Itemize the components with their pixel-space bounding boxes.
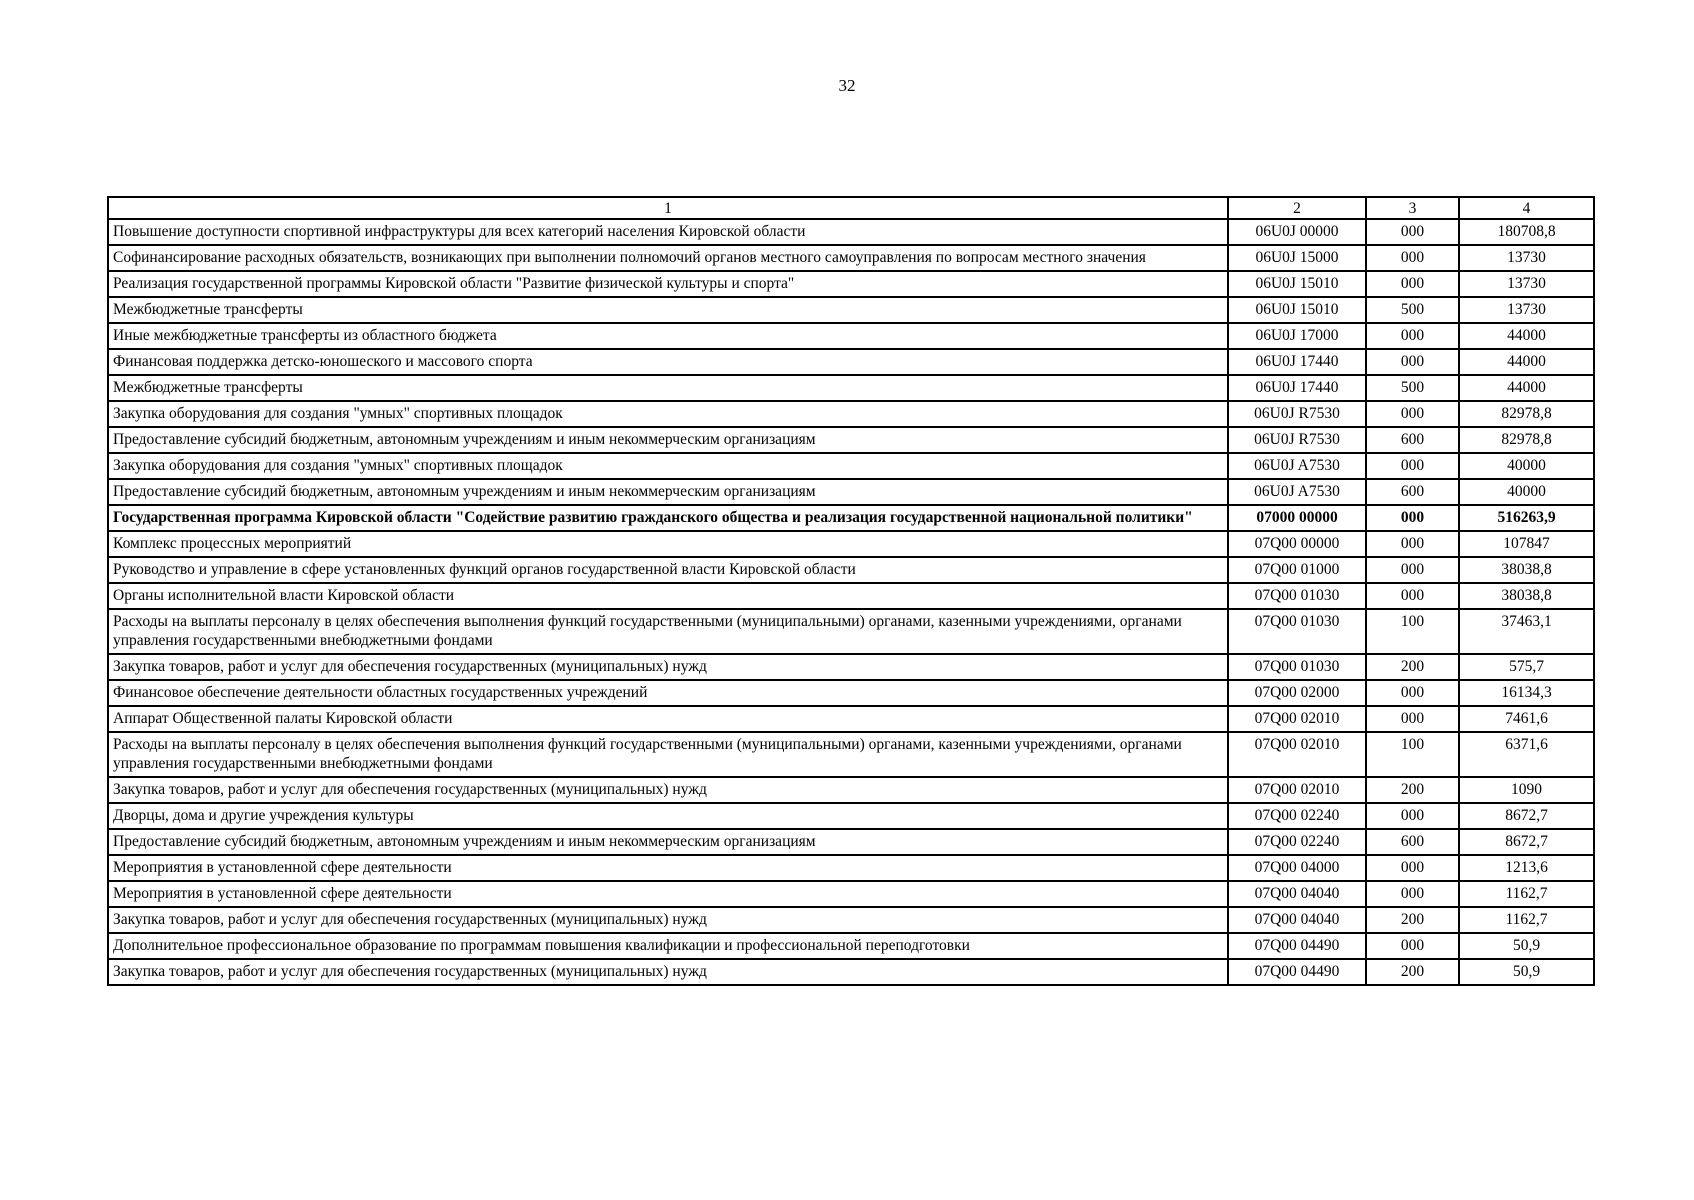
- row-code-cell: 06U0J 15000: [1228, 245, 1366, 271]
- row-type-cell: 000: [1366, 505, 1459, 531]
- row-code-cell: 07Q00 02010: [1228, 706, 1366, 732]
- row-type-cell: 000: [1366, 557, 1459, 583]
- row-code-cell: 07Q00 04000: [1228, 855, 1366, 881]
- row-name-cell: Межбюджетные трансферты: [108, 297, 1228, 323]
- row-name-cell: Финансовое обеспечение деятельности областных государственных учреждений: [108, 680, 1228, 706]
- row-type-cell: 000: [1366, 803, 1459, 829]
- row-name-cell: Расходы на выплаты персоналу в целях обеспечения выполнения функций государственными (муниципальными) органами, казенными учреждениями, органами управления государственными внебюджетными фондами: [108, 732, 1228, 777]
- row-name-cell: Комплекс процессных мероприятий: [108, 531, 1228, 557]
- row-amount-cell: 1090: [1459, 777, 1594, 803]
- table-row: [108, 654, 1594, 680]
- row-name-cell: Межбюджетные трансферты: [108, 375, 1228, 401]
- row-name-cell: Реализация государственной программы Кировской области "Развитие физической культуры и спорта": [108, 271, 1228, 297]
- budget-table: [107, 196, 1595, 986]
- table-row: [108, 375, 1594, 401]
- row-amount-cell: 1213,6: [1459, 855, 1594, 881]
- table-row: [108, 680, 1594, 706]
- row-code-cell: 07000 00000: [1228, 505, 1366, 531]
- row-type-cell: 000: [1366, 933, 1459, 959]
- row-type-cell: 000: [1366, 349, 1459, 375]
- row-amount-cell: 8672,7: [1459, 829, 1594, 855]
- row-name-cell: Закупка оборудования для создания "умных" спортивных площадок: [108, 453, 1228, 479]
- table-row: [108, 732, 1594, 777]
- table-row: [108, 557, 1594, 583]
- row-code-cell: 07Q00 02010: [1228, 777, 1366, 803]
- row-code-cell: 07Q00 04490: [1228, 959, 1366, 985]
- table-row: [108, 609, 1594, 654]
- row-name-cell: Закупка товаров, работ и услуг для обеспечения государственных (муниципальных) нужд: [108, 959, 1228, 985]
- table-row: [108, 907, 1594, 933]
- row-amount-cell: 16134,3: [1459, 680, 1594, 706]
- row-type-cell: 200: [1366, 777, 1459, 803]
- row-amount-cell: 13730: [1459, 297, 1594, 323]
- table-row: [108, 505, 1594, 531]
- row-amount-cell: 82978,8: [1459, 427, 1594, 453]
- row-type-cell: 000: [1366, 583, 1459, 609]
- row-name-cell: Мероприятия в установленной сфере деятельности: [108, 855, 1228, 881]
- row-type-cell: 000: [1366, 219, 1459, 245]
- header-col-1: 1: [108, 197, 1228, 219]
- row-type-cell: 100: [1366, 732, 1459, 777]
- row-name-cell: Закупка оборудования для создания "умных" спортивных площадок: [108, 401, 1228, 427]
- row-amount-cell: 50,9: [1459, 933, 1594, 959]
- row-code-cell: 06U0J R7530: [1228, 427, 1366, 453]
- row-type-cell: 000: [1366, 323, 1459, 349]
- header-col-4: 4: [1459, 197, 1594, 219]
- table-row: [108, 297, 1594, 323]
- row-amount-cell: 575,7: [1459, 654, 1594, 680]
- table-row: [108, 245, 1594, 271]
- row-name-cell: Закупка товаров, работ и услуг для обеспечения государственных (муниципальных) нужд: [108, 777, 1228, 803]
- row-amount-cell: 38038,8: [1459, 583, 1594, 609]
- table-row: [108, 219, 1594, 245]
- row-name-cell: Иные межбюджетные трансферты из областного бюджета: [108, 323, 1228, 349]
- row-code-cell: 07Q00 04040: [1228, 881, 1366, 907]
- table-row: [108, 349, 1594, 375]
- row-amount-cell: 13730: [1459, 271, 1594, 297]
- table-row: [108, 881, 1594, 907]
- row-type-cell: 000: [1366, 453, 1459, 479]
- row-amount-cell: 1162,7: [1459, 881, 1594, 907]
- row-name-cell: Закупка товаров, работ и услуг для обеспечения государственных (муниципальных) нужд: [108, 654, 1228, 680]
- row-name-cell: Органы исполнительной власти Кировской области: [108, 583, 1228, 609]
- row-type-cell: 000: [1366, 881, 1459, 907]
- row-name-cell: Софинансирование расходных обязательств, возникающих при выполнении полномочий органов местного самоуправления по вопросам местного значения: [108, 245, 1228, 271]
- row-code-cell: 07Q00 01030: [1228, 583, 1366, 609]
- row-amount-cell: 13730: [1459, 245, 1594, 271]
- row-code-cell: 07Q00 01000: [1228, 557, 1366, 583]
- table-row: [108, 959, 1594, 985]
- table-row: [108, 803, 1594, 829]
- row-type-cell: 200: [1366, 959, 1459, 985]
- row-amount-cell: 6371,6: [1459, 732, 1594, 777]
- row-type-cell: 000: [1366, 401, 1459, 427]
- table-row: [108, 531, 1594, 557]
- row-name-cell: Мероприятия в установленной сфере деятельности: [108, 881, 1228, 907]
- row-code-cell: 07Q00 02000: [1228, 680, 1366, 706]
- table-row: [108, 479, 1594, 505]
- table-row: [108, 271, 1594, 297]
- row-code-cell: 06U0J 00000: [1228, 219, 1366, 245]
- row-amount-cell: 40000: [1459, 453, 1594, 479]
- row-amount-cell: 44000: [1459, 323, 1594, 349]
- table-row: [108, 427, 1594, 453]
- row-code-cell: 07Q00 02010: [1228, 732, 1366, 777]
- row-amount-cell: 82978,8: [1459, 401, 1594, 427]
- row-name-cell: Финансовая поддержка детско-юношеского и массового спорта: [108, 349, 1228, 375]
- row-name-cell: Предоставление субсидий бюджетным, автономным учреждениям и иным некоммерческим организациям: [108, 479, 1228, 505]
- row-code-cell: 07Q00 04490: [1228, 933, 1366, 959]
- header-col-3: 3: [1366, 197, 1459, 219]
- row-code-cell: 07Q00 00000: [1228, 531, 1366, 557]
- row-name-cell: Аппарат Общественной палаты Кировской области: [108, 706, 1228, 732]
- header-col-2: 2: [1228, 197, 1366, 219]
- row-amount-cell: 37463,1: [1459, 609, 1594, 654]
- row-type-cell: 500: [1366, 297, 1459, 323]
- row-type-cell: 100: [1366, 609, 1459, 654]
- row-code-cell: 06U0J R7530: [1228, 401, 1366, 427]
- row-code-cell: 06U0J 17440: [1228, 375, 1366, 401]
- row-amount-cell: 38038,8: [1459, 557, 1594, 583]
- row-name-cell: Предоставление субсидий бюджетным, автономным учреждениям и иным некоммерческим организациям: [108, 829, 1228, 855]
- row-amount-cell: 180708,8: [1459, 219, 1594, 245]
- row-type-cell: 000: [1366, 271, 1459, 297]
- row-type-cell: 200: [1366, 654, 1459, 680]
- table-row: [108, 933, 1594, 959]
- row-type-cell: 600: [1366, 427, 1459, 453]
- row-type-cell: 600: [1366, 479, 1459, 505]
- row-amount-cell: 50,9: [1459, 959, 1594, 985]
- row-code-cell: 06U0J A7530: [1228, 453, 1366, 479]
- row-code-cell: 07Q00 01030: [1228, 609, 1366, 654]
- table-row: [108, 583, 1594, 609]
- table-row: [108, 777, 1594, 803]
- table-row: [108, 829, 1594, 855]
- table-row: [108, 323, 1594, 349]
- row-name-cell: Руководство и управление в сфере установленных функций органов государственной власти Кировской области: [108, 557, 1228, 583]
- table-row: [108, 401, 1594, 427]
- table-row: [108, 453, 1594, 479]
- row-type-cell: 000: [1366, 855, 1459, 881]
- row-name-cell: Государственная программа Кировской области "Содействие развитию гражданского общества и реализация государственной национальной политики": [108, 505, 1228, 531]
- row-amount-cell: 516263,9: [1459, 505, 1594, 531]
- row-code-cell: 06U0J 17440: [1228, 349, 1366, 375]
- row-name-cell: Расходы на выплаты персоналу в целях обеспечения выполнения функций государственными (муниципальными) органами, казенными учреждениями, органами управления государственными внебюджетными фондами: [108, 609, 1228, 654]
- row-amount-cell: 7461,6: [1459, 706, 1594, 732]
- row-code-cell: 06U0J 17000: [1228, 323, 1366, 349]
- row-type-cell: 600: [1366, 829, 1459, 855]
- row-code-cell: 06U0J A7530: [1228, 479, 1366, 505]
- row-amount-cell: 44000: [1459, 349, 1594, 375]
- row-amount-cell: 40000: [1459, 479, 1594, 505]
- row-name-cell: Закупка товаров, работ и услуг для обеспечения государственных (муниципальных) нужд: [108, 907, 1228, 933]
- table-row: [108, 706, 1594, 732]
- row-type-cell: 000: [1366, 706, 1459, 732]
- row-type-cell: 000: [1366, 680, 1459, 706]
- row-code-cell: 07Q00 01030: [1228, 654, 1366, 680]
- row-amount-cell: 44000: [1459, 375, 1594, 401]
- row-name-cell: Предоставление субсидий бюджетным, автономным учреждениям и иным некоммерческим организациям: [108, 427, 1228, 453]
- table-header-row: [108, 197, 1594, 219]
- page-number: 32: [838, 76, 856, 95]
- row-code-cell: 07Q00 02240: [1228, 803, 1366, 829]
- row-code-cell: 07Q00 02240: [1228, 829, 1366, 855]
- row-type-cell: 000: [1366, 245, 1459, 271]
- row-name-cell: Дворцы, дома и другие учреждения культуры: [108, 803, 1228, 829]
- row-type-cell: 000: [1366, 531, 1459, 557]
- row-code-cell: 06U0J 15010: [1228, 297, 1366, 323]
- row-type-cell: 200: [1366, 907, 1459, 933]
- row-name-cell: Повышение доступности спортивной инфраструктуры для всех категорий населения Кировской области: [108, 219, 1228, 245]
- table-body: [108, 219, 1594, 985]
- row-code-cell: 07Q00 04040: [1228, 907, 1366, 933]
- row-amount-cell: 107847: [1459, 531, 1594, 557]
- row-type-cell: 500: [1366, 375, 1459, 401]
- row-amount-cell: 1162,7: [1459, 907, 1594, 933]
- row-amount-cell: 8672,7: [1459, 803, 1594, 829]
- row-code-cell: 06U0J 15010: [1228, 271, 1366, 297]
- table-row: [108, 855, 1594, 881]
- row-name-cell: Дополнительное профессиональное образование по программам повышения квалификации и профессиональной переподготовки: [108, 933, 1228, 959]
